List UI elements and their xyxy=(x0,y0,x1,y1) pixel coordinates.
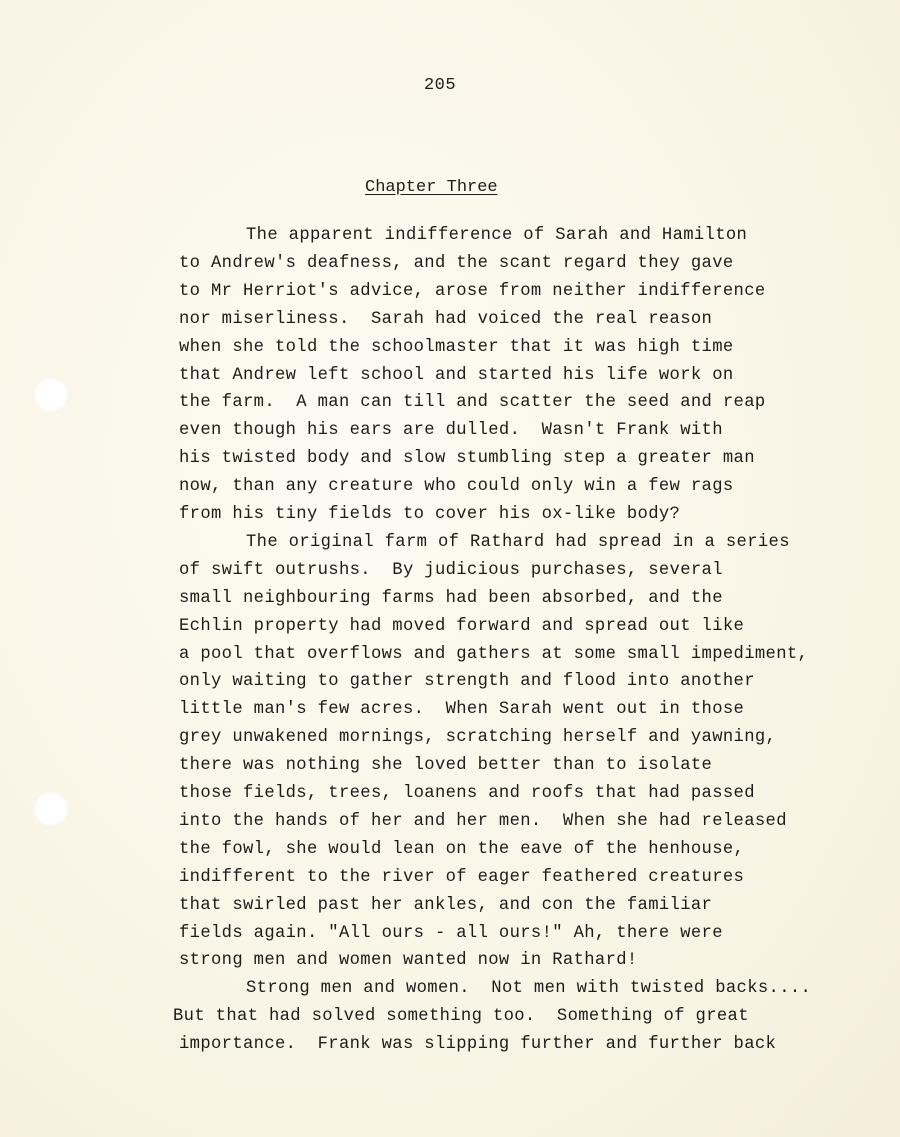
body-line: importance. Frank was slipping further and further back xyxy=(179,1035,777,1055)
chapter-title: Chapter Three xyxy=(365,178,498,197)
body-line: the farm. A man can till and scatter the seed and reap xyxy=(179,393,766,413)
page-number: 205 xyxy=(423,76,457,95)
punch-hole xyxy=(34,378,68,412)
body-line: now, than any creature who could only win a few rags xyxy=(179,477,734,497)
body-line: there was nothing she loved better than to isolate xyxy=(179,756,713,776)
body-line: The original farm of Rathard had spread in a series xyxy=(246,532,790,552)
body-line: even though his ears are dulled. Wasn't Frank with xyxy=(179,421,723,441)
body-line: to Andrew's deafness, and the scant regard they gave xyxy=(179,253,734,273)
body-line: Strong men and women. Not men with twisted backs.... xyxy=(246,979,812,999)
body-line: But that had solved something too. Something of great xyxy=(173,1007,749,1027)
body-line: small neighbouring farms had been absorbed, and the xyxy=(179,588,723,608)
body-line: when she told the schoolmaster that it was high time xyxy=(179,337,734,357)
body-line: only waiting to gather strength and flood into another xyxy=(179,672,755,692)
body-line: from his tiny fields to cover his ox-like body? xyxy=(179,505,681,524)
body-line: nor miserliness. Sarah had voiced the real reason xyxy=(179,309,713,329)
body-line: little man's few acres. When Sarah went out in those xyxy=(179,700,745,720)
body-line: the fowl, she would lean on the eave of the henhouse, xyxy=(179,839,745,859)
body-line: fields again. "All ours - all ours!" Ah, there were xyxy=(179,923,723,943)
body-line: those fields, trees, loanens and roofs that had passed xyxy=(179,784,755,803)
body-line: that Andrew left school and started his life work on xyxy=(179,365,734,385)
body-line: into the hands of her and her men. When she had released xyxy=(179,811,787,831)
body-line: that swirled past her ankles, and con the familiar xyxy=(179,895,713,915)
punch-hole xyxy=(34,792,68,826)
body-line: The apparent indifference of Sarah and Hamilton xyxy=(246,226,748,245)
body-line: his twisted body and slow stumbling step a greater man xyxy=(179,449,755,469)
body-line: strong men and women wanted now in Rathard! xyxy=(179,951,638,971)
body-line: a pool that overflows and gathers at some small impediment, xyxy=(179,644,809,664)
body-line: of swift outrushs. By judicious purchases, several xyxy=(179,560,723,580)
body-line: Echlin property had moved forward and spread out like xyxy=(179,616,745,636)
body-line: to Mr Herriot's advice, arose from neither indifference xyxy=(179,281,766,301)
body-line: grey unwakened mornings, scratching herself and yawning, xyxy=(179,728,777,748)
body-line: indifferent to the river of eager feathered creatures xyxy=(179,867,745,887)
